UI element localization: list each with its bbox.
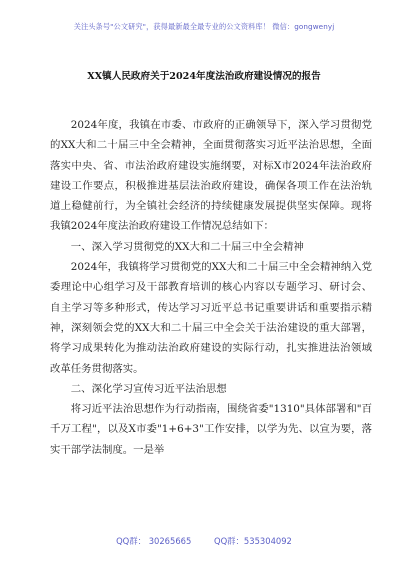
footer-contact bbox=[0, 535, 408, 547]
section-heading-2: 二、深化学习宣传习近平法治思想 bbox=[70, 382, 227, 395]
document-title: XX镇人民政府关于2024年度法治政府建设情况的报告 bbox=[87, 71, 321, 82]
section-2-paragraph: 将习近平法治思想作为行动指南，围绕省委"1310"具体部署和"百千万工程"，以及X市委"1+6+3"工作安排，以学为先、以宣为要，落实干部学法制度。一是举 bbox=[50, 403, 372, 456]
header-promo-note: 关注头条号"公文研究"，获得最新最全最专业的公文资料库！ 微信：gongwenyj bbox=[73, 22, 335, 31]
section-1-paragraph: 2024年，我镇将学习贯彻党的XX大和二十届三中全会精神纳入党委理论中心组学习及干部教育培训的核心内容以专题学习、研讨会、自主学习等多种形式，传达学习习近平总书记重要讲话和重要指示精神，深刻领会党的XX大和二十届三中全会关于法治建设的重大部署，将学习成果转化为推动法治政府建设的实际行动，扎实推进法治领域改革任务贯彻落实。 bbox=[50, 261, 372, 375]
document-body bbox=[50, 115, 372, 460]
intro-paragraph: 2024年度，我镇在市委、市政府的正确领导下，深入学习贯彻党的XX大和二十届三中全会精神，全面贯彻落实习近平法治思想，全面落实中央、省、市法治政府建设实施纲要，对标X市2024年法治政府建设工作要点，积极推进基层法治政府建设，确保各项工作在法治轨道上稳健前行，为全镇社会经济的持续健康发展提供坚实保障。现将我镇2024年度法治政府建设工作情况总结如下： bbox=[50, 119, 372, 233]
section-heading-1: 一、深入学习贯彻党的XX大和二十届三中全会精神 bbox=[70, 240, 304, 253]
qq-group-2: QQ群：535304092 bbox=[214, 536, 292, 546]
qq-group-1: QQ群： 30265665 bbox=[116, 536, 192, 546]
